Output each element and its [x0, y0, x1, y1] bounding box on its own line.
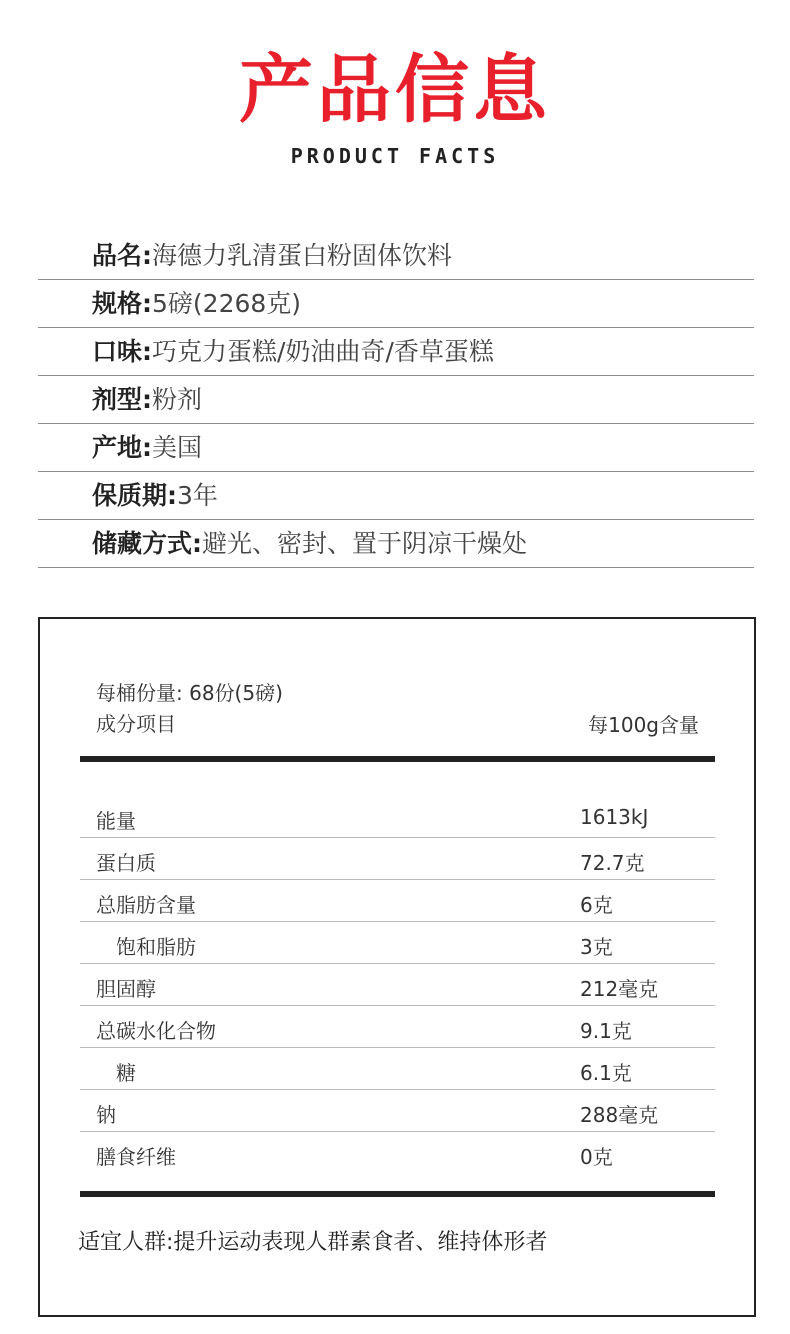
page-title: 产品信息 [239, 47, 551, 133]
fact-row-form [38, 376, 754, 424]
nutrient-amount: 6.1克 [580, 1061, 632, 1085]
nutrient-name: 总碳水化合物 [96, 1019, 216, 1043]
nutrition-table [80, 796, 715, 1174]
table-row [80, 838, 715, 880]
fact-label: 口味: [92, 337, 152, 366]
nutrient-name: 糖 [116, 1061, 136, 1085]
nutrient-amount: 212毫克 [580, 977, 659, 1001]
nutrient-amount: 0克 [580, 1145, 613, 1169]
column-header-ingredient: 成分项目 [96, 712, 176, 736]
fact-row-flavor [38, 328, 754, 376]
nutrient-name: 胆固醇 [96, 977, 156, 1001]
table-row [80, 1006, 715, 1048]
fact-row-origin [38, 424, 754, 472]
serving-size: 每桶份量: 68份(5磅) [96, 681, 283, 705]
nutrient-amount: 9.1克 [580, 1019, 632, 1043]
nutrient-amount: 3克 [580, 935, 613, 959]
fact-label: 储藏方式: [92, 529, 202, 558]
fact-value: 海德力乳清蛋白粉固体饮料 [152, 241, 453, 270]
nutrient-amount: 72.7克 [580, 851, 645, 875]
fact-value: 美国 [152, 433, 203, 462]
nutrient-name: 钠 [96, 1103, 116, 1127]
table-row [80, 1090, 715, 1132]
divider-thick [80, 1191, 715, 1197]
table-row [80, 1048, 715, 1090]
nutrient-amount: 1613kJ [580, 805, 649, 829]
fact-row-name [38, 232, 754, 280]
column-header-amount: 每100g含量 [588, 713, 699, 737]
nutrient-name: 能量 [96, 809, 136, 833]
nutrient-name: 膳食纤维 [96, 1145, 176, 1169]
divider-thick [80, 756, 715, 762]
fact-value: 粉剂 [152, 385, 203, 414]
page-subtitle: PRODUCT FACTS [290, 144, 500, 168]
fact-label: 剂型: [92, 385, 152, 414]
table-row [80, 796, 715, 838]
fact-value: 5磅(2268克) [152, 289, 302, 318]
fact-row-storage [38, 520, 754, 568]
nutrient-name: 蛋白质 [96, 851, 156, 875]
nutrient-amount: 6克 [580, 893, 613, 917]
fact-value: 避光、密封、置于阴凉干燥处 [202, 529, 528, 558]
fact-label: 保质期: [92, 481, 177, 510]
nutrition-panel [38, 617, 756, 1317]
nutrient-name: 饱和脂肪 [116, 935, 196, 959]
table-row [80, 880, 715, 922]
nutrient-amount: 288毫克 [580, 1103, 659, 1127]
fact-label: 规格: [92, 289, 152, 318]
suitable-population: 适宜人群:提升运动表现人群素食者、维持体形者 [78, 1230, 548, 1255]
product-facts-list [38, 232, 754, 568]
fact-label: 品名: [92, 241, 152, 270]
nutrient-name: 总脂肪含量 [96, 893, 196, 917]
fact-label: 产地: [92, 433, 152, 462]
fact-row-spec [38, 280, 754, 328]
table-row [80, 1132, 715, 1174]
table-row [80, 964, 715, 1006]
table-row [80, 922, 715, 964]
fact-row-shelf-life [38, 472, 754, 520]
fact-value: 3年 [177, 481, 218, 510]
fact-value: 巧克力蛋糕/奶油曲奇/香草蛋糕 [152, 337, 494, 366]
